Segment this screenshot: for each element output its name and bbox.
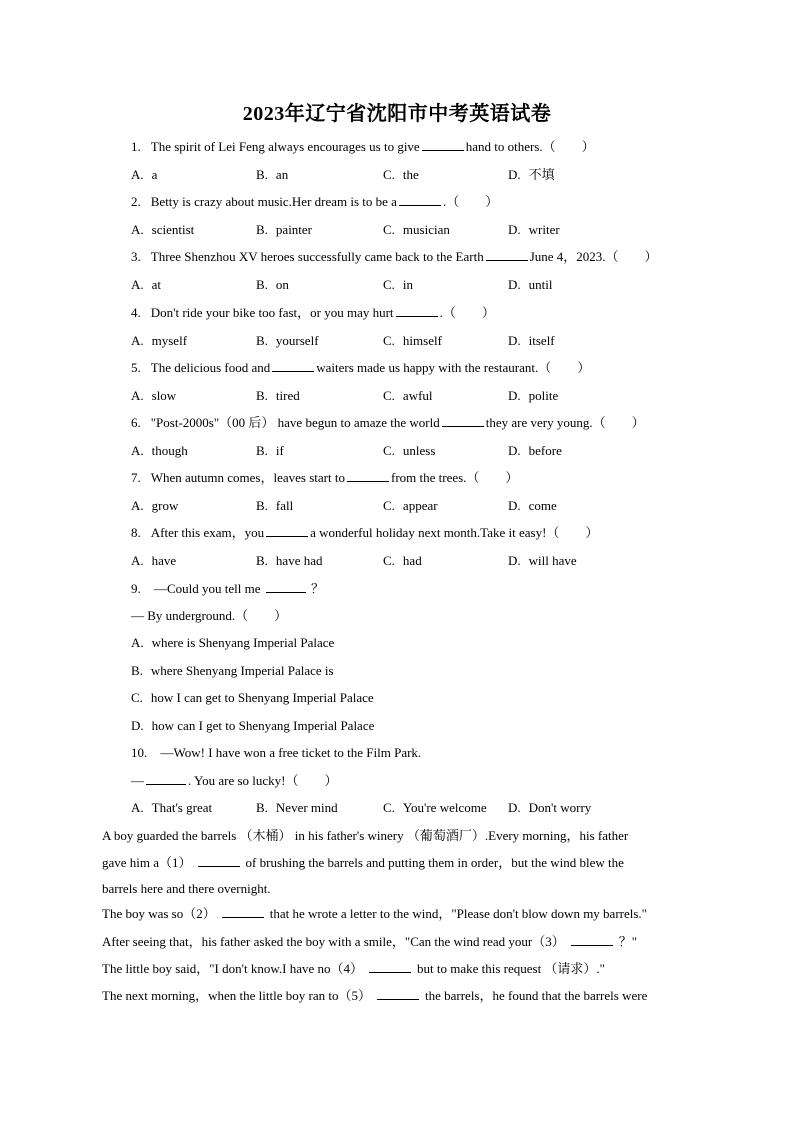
- question-number: 3.: [131, 249, 141, 265]
- option-letter: D.: [508, 553, 521, 569]
- option-text: Don't worry: [528, 800, 592, 815]
- question-number: 1.: [131, 139, 141, 154]
- passage-blank[interactable]: [571, 933, 613, 946]
- option-a[interactable]: [131, 497, 178, 515]
- passage-line: [102, 933, 637, 951]
- option-d[interactable]: [131, 717, 374, 735]
- option-letter: D.: [508, 498, 521, 514]
- option-b[interactable]: [256, 387, 300, 405]
- question-text: The spirit of Lei Feng always encourages us to give: [150, 139, 420, 154]
- question-number: 5.: [131, 359, 141, 375]
- option-letter: B.: [256, 553, 268, 569]
- question-number: 7.: [131, 470, 141, 486]
- question-6: [131, 414, 645, 432]
- option-d[interactable]: [508, 221, 560, 239]
- option-letter: B.: [256, 222, 268, 238]
- option-text: grow: [151, 498, 179, 514]
- question-5: [131, 359, 590, 377]
- question-number: 9.: [131, 581, 141, 596]
- passage-text-end: that he wrote a letter to the wind，"Please don't blow down my barrels.": [269, 906, 647, 921]
- option-b[interactable]: [256, 497, 293, 515]
- option-letter: B.: [256, 800, 268, 815]
- passage-text-end: but to make this request （请求）.": [416, 961, 605, 976]
- question-3: [131, 248, 658, 266]
- option-letter: D.: [508, 277, 521, 293]
- option-text: himself: [402, 332, 442, 348]
- option-letter: B.: [256, 277, 268, 293]
- option-text: how I can get to Shenyang Imperial Palace: [150, 690, 374, 705]
- question-text-end: hand to others.（ ）: [465, 139, 595, 154]
- option-a[interactable]: [131, 332, 187, 350]
- reply-text: . You are so lucky!（ ）: [188, 773, 338, 788]
- question-text-end: waiters made us happy with the restaurant.（ ）: [316, 359, 591, 375]
- option-letter: A.: [131, 387, 144, 403]
- question-text: Three Shenzhou XV heroes successfully came back to the Earth: [150, 249, 484, 265]
- option-text: You're welcome: [402, 800, 487, 815]
- passage-text: After seeing that，his father asked the boy with a smile，"Can the wind read your（3）: [102, 934, 565, 949]
- option-letter: A.: [131, 553, 144, 569]
- answer-blank[interactable]: [146, 772, 186, 785]
- option-text: musician: [402, 222, 450, 238]
- question-8: [131, 524, 598, 542]
- question-2: [131, 193, 498, 211]
- option-text: had: [402, 553, 422, 569]
- option-letter: A.: [131, 332, 144, 348]
- answer-blank[interactable]: [272, 359, 314, 372]
- option-c[interactable]: [383, 442, 435, 460]
- question-text-end: ？: [311, 581, 325, 596]
- question-text-end: .（ ）: [439, 304, 495, 320]
- question-text: The delicious food and: [150, 359, 271, 375]
- option-letter: D.: [508, 800, 521, 815]
- option-letter: C.: [383, 443, 395, 458]
- option-a[interactable]: [131, 387, 176, 405]
- option-letter: B.: [131, 662, 143, 678]
- passage-text: A boy guarded the barrels （木桶） in his father's winery （葡萄酒厂）.Every morning，his father: [102, 828, 629, 843]
- passage-blank[interactable]: [369, 960, 411, 973]
- question-text: "Post-2000s"（00 后） have begun to amaze the world: [150, 415, 440, 430]
- question-text: After this exam，you: [150, 525, 265, 541]
- question-text: —Could you tell me: [154, 581, 261, 596]
- option-text: 不填: [528, 167, 555, 182]
- option-letter: D.: [508, 387, 521, 403]
- option-text: itself: [528, 332, 555, 348]
- option-c[interactable]: [131, 689, 374, 707]
- option-letter: A.: [131, 167, 144, 182]
- passage-blank[interactable]: [222, 905, 264, 918]
- option-c[interactable]: [383, 332, 442, 350]
- option-d[interactable]: [508, 799, 591, 817]
- option-a[interactable]: [131, 799, 212, 817]
- option-text: yourself: [275, 332, 319, 348]
- option-c[interactable]: [383, 799, 487, 817]
- question-number: 4.: [131, 304, 141, 320]
- option-d[interactable]: [508, 442, 562, 460]
- option-c[interactable]: [383, 166, 419, 184]
- option-letter: C.: [383, 332, 395, 348]
- option-text: tired: [275, 387, 300, 403]
- option-text: myself: [151, 332, 188, 348]
- answer-blank[interactable]: [442, 414, 484, 427]
- question-9: [131, 580, 324, 598]
- option-c[interactable]: [383, 221, 450, 239]
- option-d[interactable]: [508, 497, 557, 515]
- option-text: before: [528, 443, 562, 458]
- option-text: That's great: [151, 800, 213, 815]
- option-d[interactable]: [508, 276, 552, 294]
- option-a[interactable]: [131, 552, 176, 570]
- option-letter: C.: [383, 553, 395, 569]
- option-d[interactable]: [508, 166, 555, 184]
- option-text: polite: [528, 387, 559, 403]
- option-letter: C.: [383, 222, 395, 238]
- option-b[interactable]: [131, 662, 334, 680]
- option-b[interactable]: [256, 221, 312, 239]
- option-letter: C.: [383, 387, 395, 403]
- question-number: 10.: [131, 745, 148, 760]
- option-text: a: [151, 167, 158, 182]
- option-letter: A.: [131, 800, 144, 815]
- question-9-answer: — By underground.（ ）: [131, 608, 288, 623]
- option-text: writer: [528, 222, 560, 238]
- question-1: [131, 138, 595, 156]
- passage-line: [102, 827, 628, 845]
- option-text: though: [151, 443, 188, 458]
- passage-line: [102, 880, 271, 898]
- option-letter: C.: [383, 800, 395, 815]
- question-7: [131, 469, 518, 487]
- question-text: Don't ride your bike too fast，or you may hurt: [150, 304, 394, 320]
- question-text-end: they are very young.（ ）: [485, 415, 645, 430]
- option-text: Never mind: [275, 800, 338, 815]
- option-d[interactable]: [508, 552, 577, 570]
- passage-blank[interactable]: [377, 987, 419, 1000]
- option-text: painter: [275, 222, 313, 238]
- passage-text-end: the barrels，he found that the barrels were: [424, 988, 648, 1003]
- question-text-end: from the trees.（ ）: [390, 470, 519, 486]
- option-text: where Shenyang Imperial Palace is: [150, 662, 334, 678]
- option-letter: A.: [131, 277, 144, 293]
- option-letter: A.: [131, 635, 144, 650]
- option-letter: C.: [131, 690, 143, 705]
- passage-line: [102, 854, 624, 872]
- question-text-end: a wonderful holiday next month.Take it easy!（ ）: [310, 525, 599, 541]
- option-letter: B.: [256, 332, 268, 348]
- question-10-reply: [131, 772, 338, 790]
- option-text: scientist: [151, 222, 195, 238]
- option-text: if: [275, 443, 284, 458]
- option-letter: D.: [508, 443, 521, 458]
- question-text: Betty is crazy about music.Her dream is to be a: [150, 194, 397, 210]
- option-b[interactable]: [256, 799, 338, 817]
- option-c[interactable]: [383, 552, 422, 570]
- option-a[interactable]: [131, 221, 194, 239]
- option-b[interactable]: [256, 166, 288, 184]
- passage-text: barrels here and there overnight.: [102, 881, 271, 896]
- option-letter: D.: [508, 332, 521, 348]
- option-letter: B.: [256, 498, 268, 514]
- passage-text: The next morning，when the little boy ran to（5）: [102, 988, 371, 1003]
- question-text: When autumn comes，leaves start to: [150, 470, 345, 486]
- option-letter: D.: [508, 167, 521, 182]
- option-text: have had: [275, 553, 323, 569]
- option-letter: D.: [508, 222, 521, 238]
- option-b[interactable]: [256, 552, 322, 570]
- option-text: the: [402, 167, 419, 182]
- option-a[interactable]: [131, 166, 157, 184]
- option-text: come: [528, 498, 557, 514]
- passage-blank[interactable]: [198, 854, 240, 867]
- option-letter: A.: [131, 498, 144, 514]
- option-a[interactable]: [131, 442, 188, 460]
- question-number: 6.: [131, 415, 141, 430]
- passage-line: [102, 905, 647, 923]
- option-text: unless: [402, 443, 436, 458]
- passage-line: [102, 987, 647, 1005]
- answer-blank[interactable]: [347, 469, 389, 482]
- option-letter: C.: [383, 277, 395, 293]
- answer-blank[interactable]: [486, 248, 528, 261]
- option-letter: B.: [256, 443, 268, 458]
- option-c[interactable]: [383, 276, 413, 294]
- option-text: have: [151, 553, 177, 569]
- option-text: slow: [151, 387, 177, 403]
- question-number: 2.: [131, 194, 141, 210]
- question-10: [131, 744, 421, 762]
- option-text: fall: [275, 498, 294, 514]
- option-letter: A.: [131, 222, 144, 238]
- passage-line: [102, 960, 605, 978]
- option-letter: B.: [256, 387, 268, 403]
- option-letter: B.: [256, 167, 268, 182]
- question-text-end: .（ ）: [442, 194, 499, 210]
- option-letter: C.: [383, 167, 395, 182]
- passage-text-end: of brushing the barrels and putting them in order，but the wind blew the: [245, 855, 624, 870]
- passage-text-end: ？": [618, 934, 638, 949]
- option-d[interactable]: [508, 332, 555, 350]
- option-letter: C.: [383, 498, 395, 514]
- option-text: on: [275, 277, 289, 293]
- option-text: an: [275, 167, 289, 182]
- option-text: where is Shenyang Imperial Palace: [151, 635, 335, 650]
- option-b[interactable]: [256, 442, 284, 460]
- question-4: [131, 304, 495, 322]
- option-text: until: [528, 277, 553, 293]
- option-b[interactable]: [256, 276, 289, 294]
- option-text: appear: [402, 498, 438, 514]
- passage-text: gave him a（1）: [102, 855, 192, 870]
- option-text: will have: [528, 553, 577, 569]
- reply-dash: —: [131, 773, 144, 788]
- option-b[interactable]: [256, 332, 319, 350]
- option-text: awful: [402, 387, 433, 403]
- option-c[interactable]: [383, 497, 438, 515]
- option-text: at: [151, 277, 162, 293]
- option-d[interactable]: [508, 387, 558, 405]
- page-title: 2023年辽宁省沈阳市中考英语试卷: [242, 103, 552, 125]
- option-text: in: [402, 277, 414, 293]
- option-letter: D.: [131, 717, 144, 733]
- option-a[interactable]: [131, 276, 161, 294]
- question-text-end: June 4，2023.（ ）: [529, 249, 658, 265]
- question-text: —Wow! I have won a free ticket to the Film Park.: [160, 745, 422, 760]
- answer-blank[interactable]: [266, 524, 308, 537]
- option-c[interactable]: [383, 387, 433, 405]
- passage-text: The boy was so（2）: [102, 906, 216, 921]
- answer-blank[interactable]: [266, 580, 306, 593]
- option-letter: A.: [131, 443, 144, 458]
- answer-blank[interactable]: [396, 304, 438, 317]
- question-number: 8.: [131, 525, 141, 541]
- option-text: how can I get to Shenyang Imperial Palace: [151, 717, 375, 733]
- passage-text: The little boy said，"I don't know.I have no（4）: [102, 961, 363, 976]
- option-a[interactable]: [131, 634, 334, 652]
- answer-blank[interactable]: [422, 138, 464, 151]
- answer-blank[interactable]: [399, 193, 441, 206]
